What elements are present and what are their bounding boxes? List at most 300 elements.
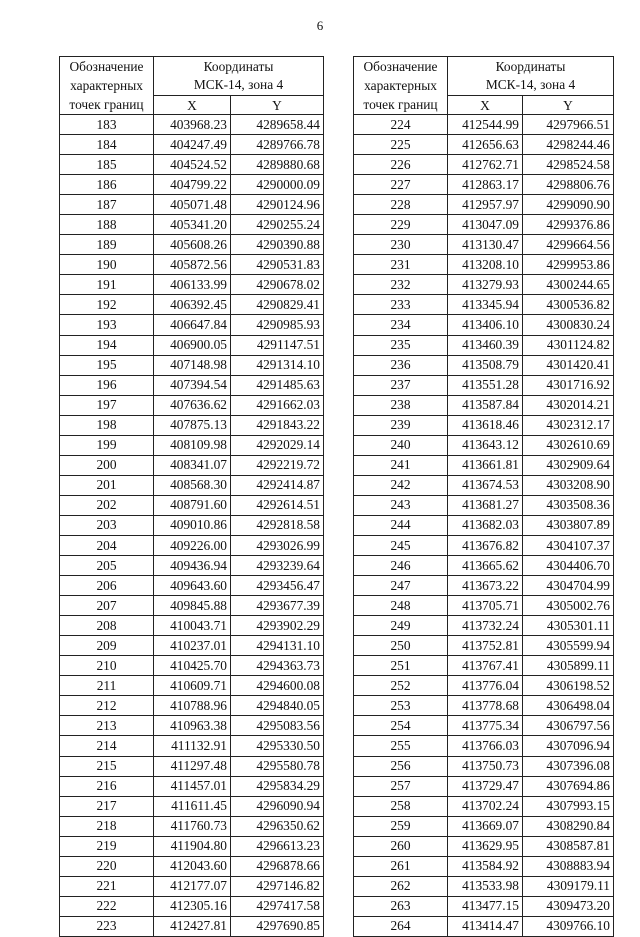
x-coordinate-cell: 412544.99 [448, 115, 523, 135]
point-number-cell: 260 [354, 836, 448, 856]
y-coordinate-cell: 4303807.89 [523, 515, 614, 535]
y-coordinate-cell: 4309179.11 [523, 876, 614, 896]
x-coordinate-cell: 413729.47 [448, 776, 523, 796]
table-row [354, 175, 614, 195]
x-coordinate-cell: 408568.30 [154, 475, 231, 495]
table-row [354, 275, 614, 295]
y-coordinate-cell: 4301124.82 [523, 335, 614, 355]
point-number-cell: 194 [60, 335, 154, 355]
point-number-cell: 245 [354, 535, 448, 555]
point-number-cell: 264 [354, 916, 448, 936]
y-coordinate-cell: 4292414.87 [231, 475, 324, 495]
point-number-cell: 202 [60, 495, 154, 515]
x-coordinate-cell: 413208.10 [448, 255, 523, 275]
y-coordinate-cell: 4297417.58 [231, 896, 324, 916]
y-coordinate-cell: 4293456.47 [231, 576, 324, 596]
x-coordinate-cell: 404799.22 [154, 175, 231, 195]
y-coordinate-cell: 4292614.51 [231, 495, 324, 515]
y-coordinate-cell: 4291843.22 [231, 415, 324, 435]
x-column-header: X [448, 96, 523, 115]
designation-header [354, 57, 448, 115]
y-column-header: Y [523, 96, 614, 115]
y-coordinate-cell: 4305301.11 [523, 616, 614, 636]
table-row [60, 676, 324, 696]
table-row [354, 656, 614, 676]
table-row [60, 736, 324, 756]
table-row [60, 235, 324, 255]
point-number-cell: 219 [60, 836, 154, 856]
y-coordinate-cell: 4291314.10 [231, 355, 324, 375]
coordinates-header-line1: Координаты [495, 59, 566, 74]
y-coordinate-cell: 4290531.83 [231, 255, 324, 275]
designation-header-line2: характерных [70, 78, 143, 93]
point-number-cell: 242 [354, 475, 448, 495]
x-coordinate-cell: 407394.54 [154, 375, 231, 395]
y-coordinate-cell: 4289658.44 [231, 115, 324, 135]
table-row [60, 355, 324, 375]
y-coordinate-cell: 4295083.56 [231, 716, 324, 736]
point-number-cell: 225 [354, 135, 448, 155]
table-row [60, 395, 324, 415]
table-row [60, 636, 324, 656]
point-number-cell: 243 [354, 495, 448, 515]
table-row [354, 155, 614, 175]
table-body-left [60, 115, 324, 937]
x-coordinate-cell: 411611.45 [154, 796, 231, 816]
y-coordinate-cell: 4303208.90 [523, 475, 614, 495]
point-number-cell: 246 [354, 556, 448, 576]
x-coordinate-cell: 406647.84 [154, 315, 231, 335]
point-number-cell: 192 [60, 295, 154, 315]
x-coordinate-cell: 404247.49 [154, 135, 231, 155]
point-number-cell: 191 [60, 275, 154, 295]
y-coordinate-cell: 4307396.08 [523, 756, 614, 776]
table-row [60, 275, 324, 295]
table-row [60, 876, 324, 896]
point-number-cell: 255 [354, 736, 448, 756]
table-row [354, 455, 614, 475]
table-row [354, 315, 614, 335]
x-coordinate-cell: 413682.03 [448, 515, 523, 535]
designation-header-line3: точек границ [363, 97, 438, 112]
x-coordinate-cell: 408109.98 [154, 435, 231, 455]
point-number-cell: 249 [354, 616, 448, 636]
table-row [354, 255, 614, 275]
y-coordinate-cell: 4304107.37 [523, 535, 614, 555]
x-coordinate-cell: 413674.53 [448, 475, 523, 495]
x-coordinate-cell: 411297.48 [154, 756, 231, 776]
table-row [60, 896, 324, 916]
x-coordinate-cell: 413702.24 [448, 796, 523, 816]
table-row [354, 916, 614, 936]
designation-header-line1: Обозначение [363, 59, 438, 74]
table-row [60, 596, 324, 616]
table-row [354, 576, 614, 596]
table-row [60, 335, 324, 355]
x-coordinate-cell: 413665.62 [448, 556, 523, 576]
x-coordinate-cell: 411132.91 [154, 736, 231, 756]
y-coordinate-cell: 4299376.86 [523, 215, 614, 235]
y-coordinate-cell: 4298244.46 [523, 135, 614, 155]
x-coordinate-cell: 413587.84 [448, 395, 523, 415]
table-row [354, 415, 614, 435]
table-row [354, 195, 614, 215]
point-number-cell: 215 [60, 756, 154, 776]
y-coordinate-cell: 4290000.09 [231, 175, 324, 195]
point-number-cell: 224 [354, 115, 448, 135]
x-coordinate-cell: 413676.82 [448, 535, 523, 555]
point-number-cell: 218 [60, 816, 154, 836]
point-number-cell: 257 [354, 776, 448, 796]
y-coordinate-cell: 4300830.24 [523, 315, 614, 335]
point-number-cell: 241 [354, 455, 448, 475]
y-coordinate-cell: 4290678.02 [231, 275, 324, 295]
x-coordinate-cell: 412043.60 [154, 856, 231, 876]
table-row [354, 796, 614, 816]
y-coordinate-cell: 4297690.85 [231, 916, 324, 936]
table-row [354, 836, 614, 856]
table-row [60, 616, 324, 636]
point-number-cell: 198 [60, 415, 154, 435]
x-coordinate-cell: 412427.81 [154, 916, 231, 936]
point-number-cell: 256 [354, 756, 448, 776]
coordinates-header-line2: МСК-14, зона 4 [193, 77, 284, 92]
x-coordinate-cell: 410043.71 [154, 616, 231, 636]
table-row [354, 856, 614, 876]
x-coordinate-cell: 405071.48 [154, 195, 231, 215]
y-coordinate-cell: 4291662.03 [231, 395, 324, 415]
point-number-cell: 239 [354, 415, 448, 435]
table-row [60, 816, 324, 836]
designation-header [60, 57, 154, 115]
table-row [60, 656, 324, 676]
y-coordinate-cell: 4293026.99 [231, 535, 324, 555]
y-coordinate-cell: 4302014.21 [523, 395, 614, 415]
x-coordinate-cell: 413681.27 [448, 495, 523, 515]
point-number-cell: 262 [354, 876, 448, 896]
y-coordinate-cell: 4307993.15 [523, 796, 614, 816]
x-coordinate-cell: 413732.24 [448, 616, 523, 636]
coordinates-table-left [59, 56, 324, 937]
x-coordinate-cell: 409643.60 [154, 576, 231, 596]
point-number-cell: 232 [354, 275, 448, 295]
x-coordinate-cell: 406392.45 [154, 295, 231, 315]
table-row [354, 636, 614, 656]
table-row [354, 696, 614, 716]
point-number-cell: 240 [354, 435, 448, 455]
point-number-cell: 212 [60, 696, 154, 716]
y-coordinate-cell: 4295834.29 [231, 776, 324, 796]
point-number-cell: 203 [60, 515, 154, 535]
table-row [354, 596, 614, 616]
x-coordinate-cell: 412762.71 [448, 155, 523, 175]
point-number-cell: 235 [354, 335, 448, 355]
y-coordinate-cell: 4292219.72 [231, 455, 324, 475]
table-row [60, 716, 324, 736]
y-coordinate-cell: 4300244.65 [523, 275, 614, 295]
y-coordinate-cell: 4302610.69 [523, 435, 614, 455]
point-number-cell: 206 [60, 576, 154, 596]
y-coordinate-cell: 4301716.92 [523, 375, 614, 395]
table-row [60, 295, 324, 315]
table-row [354, 355, 614, 375]
y-coordinate-cell: 4297966.51 [523, 115, 614, 135]
x-coordinate-cell: 413406.10 [448, 315, 523, 335]
table-row [60, 175, 324, 195]
point-number-cell: 221 [60, 876, 154, 896]
y-coordinate-cell: 4308290.84 [523, 816, 614, 836]
x-coordinate-cell: 413477.15 [448, 896, 523, 916]
x-coordinate-cell: 405608.26 [154, 235, 231, 255]
x-coordinate-cell: 413705.71 [448, 596, 523, 616]
table-row [60, 155, 324, 175]
point-number-cell: 229 [354, 215, 448, 235]
y-coordinate-cell: 4294131.10 [231, 636, 324, 656]
point-number-cell: 226 [354, 155, 448, 175]
table-row [354, 335, 614, 355]
x-coordinate-cell: 412863.17 [448, 175, 523, 195]
point-number-cell: 263 [354, 896, 448, 916]
y-coordinate-cell: 4290390.88 [231, 235, 324, 255]
x-coordinate-cell: 413750.73 [448, 756, 523, 776]
y-coordinate-cell: 4294840.05 [231, 696, 324, 716]
table-row [354, 716, 614, 736]
table-row [60, 556, 324, 576]
table-row [60, 455, 324, 475]
table-row [60, 535, 324, 555]
point-number-cell: 217 [60, 796, 154, 816]
x-coordinate-cell: 405341.20 [154, 215, 231, 235]
table-row [60, 796, 324, 816]
x-coordinate-cell: 406133.99 [154, 275, 231, 295]
y-coordinate-cell: 4293902.29 [231, 616, 324, 636]
y-coordinate-cell: 4290829.41 [231, 295, 324, 315]
y-coordinate-cell: 4304406.70 [523, 556, 614, 576]
x-coordinate-cell: 409010.86 [154, 515, 231, 535]
table-row [354, 896, 614, 916]
table-row [60, 696, 324, 716]
y-coordinate-cell: 4307096.94 [523, 736, 614, 756]
table-row [354, 776, 614, 796]
y-coordinate-cell: 4289766.78 [231, 135, 324, 155]
table-row [354, 435, 614, 455]
x-coordinate-cell: 413775.34 [448, 716, 523, 736]
table-row [60, 215, 324, 235]
x-coordinate-cell: 408341.07 [154, 455, 231, 475]
x-coordinate-cell: 413661.81 [448, 455, 523, 475]
table-row [354, 756, 614, 776]
y-coordinate-cell: 4290985.93 [231, 315, 324, 335]
point-number-cell: 227 [354, 175, 448, 195]
point-number-cell: 183 [60, 115, 154, 135]
point-number-cell: 188 [60, 215, 154, 235]
x-coordinate-cell: 413414.47 [448, 916, 523, 936]
point-number-cell: 187 [60, 195, 154, 215]
x-coordinate-cell: 413673.22 [448, 576, 523, 596]
y-coordinate-cell: 4302312.17 [523, 415, 614, 435]
x-coordinate-cell: 406900.05 [154, 335, 231, 355]
x-coordinate-cell: 407636.62 [154, 395, 231, 415]
table-row [354, 535, 614, 555]
x-column-header: X [154, 96, 231, 115]
y-coordinate-cell: 4298524.58 [523, 155, 614, 175]
table-row [60, 495, 324, 515]
point-number-cell: 248 [354, 596, 448, 616]
y-coordinate-cell: 4309473.20 [523, 896, 614, 916]
y-coordinate-cell: 4305899.11 [523, 656, 614, 676]
x-coordinate-cell: 413766.03 [448, 736, 523, 756]
y-coordinate-cell: 4293239.64 [231, 556, 324, 576]
x-coordinate-cell: 413584.92 [448, 856, 523, 876]
point-number-cell: 185 [60, 155, 154, 175]
x-coordinate-cell: 405872.56 [154, 255, 231, 275]
table-row [354, 135, 614, 155]
y-coordinate-cell: 4305599.94 [523, 636, 614, 656]
point-number-cell: 254 [354, 716, 448, 736]
y-coordinate-cell: 4299953.86 [523, 255, 614, 275]
table-row [60, 255, 324, 275]
table-row [354, 616, 614, 636]
point-number-cell: 207 [60, 596, 154, 616]
table-row [354, 736, 614, 756]
x-coordinate-cell: 413345.94 [448, 295, 523, 315]
x-coordinate-cell: 409845.88 [154, 596, 231, 616]
table-row [60, 195, 324, 215]
table-body-right [354, 115, 614, 937]
point-number-cell: 250 [354, 636, 448, 656]
x-coordinate-cell: 407148.98 [154, 355, 231, 375]
y-coordinate-cell: 4308587.81 [523, 836, 614, 856]
coordinates-header-line1: Координаты [203, 59, 274, 74]
y-coordinate-cell: 4299664.56 [523, 235, 614, 255]
point-number-cell: 230 [354, 235, 448, 255]
point-number-cell: 195 [60, 355, 154, 375]
x-coordinate-cell: 410788.96 [154, 696, 231, 716]
designation-header-line3: точек границ [69, 97, 144, 112]
y-coordinate-cell: 4290255.24 [231, 215, 324, 235]
x-coordinate-cell: 413752.81 [448, 636, 523, 656]
x-coordinate-cell: 413279.93 [448, 275, 523, 295]
point-number-cell: 259 [354, 816, 448, 836]
point-number-cell: 258 [354, 796, 448, 816]
point-number-cell: 251 [354, 656, 448, 676]
table-row [354, 395, 614, 415]
y-coordinate-cell: 4290124.96 [231, 195, 324, 215]
point-number-cell: 237 [354, 375, 448, 395]
table-row [60, 415, 324, 435]
point-number-cell: 261 [354, 856, 448, 876]
point-number-cell: 197 [60, 395, 154, 415]
table-row [354, 295, 614, 315]
x-coordinate-cell: 413130.47 [448, 235, 523, 255]
y-coordinate-cell: 4306797.56 [523, 716, 614, 736]
table-row [60, 375, 324, 395]
y-coordinate-cell: 4292818.58 [231, 515, 324, 535]
y-coordinate-cell: 4306198.52 [523, 676, 614, 696]
y-column-header: Y [231, 96, 324, 115]
x-coordinate-cell: 409436.94 [154, 556, 231, 576]
x-coordinate-cell: 412656.63 [448, 135, 523, 155]
table-row [354, 876, 614, 896]
point-number-cell: 222 [60, 896, 154, 916]
x-coordinate-cell: 413460.39 [448, 335, 523, 355]
point-number-cell: 205 [60, 556, 154, 576]
table-row [60, 435, 324, 455]
table-row [354, 515, 614, 535]
table-row [60, 576, 324, 596]
y-coordinate-cell: 4300536.82 [523, 295, 614, 315]
point-number-cell: 216 [60, 776, 154, 796]
y-coordinate-cell: 4305002.76 [523, 596, 614, 616]
x-coordinate-cell: 413533.98 [448, 876, 523, 896]
point-number-cell: 208 [60, 616, 154, 636]
x-coordinate-cell: 403968.23 [154, 115, 231, 135]
designation-header-line1: Обозначение [69, 59, 144, 74]
y-coordinate-cell: 4293677.39 [231, 596, 324, 616]
table-row [354, 215, 614, 235]
coordinates-header-line2: МСК-14, зона 4 [485, 77, 576, 92]
y-coordinate-cell: 4299090.90 [523, 195, 614, 215]
y-coordinate-cell: 4291485.63 [231, 375, 324, 395]
y-coordinate-cell: 4291147.51 [231, 335, 324, 355]
point-number-cell: 213 [60, 716, 154, 736]
x-coordinate-cell: 413508.79 [448, 355, 523, 375]
table-row [60, 115, 324, 135]
y-coordinate-cell: 4295330.50 [231, 736, 324, 756]
x-coordinate-cell: 409226.00 [154, 535, 231, 555]
point-number-cell: 189 [60, 235, 154, 255]
table-row [60, 315, 324, 335]
y-coordinate-cell: 4295580.78 [231, 756, 324, 776]
point-number-cell: 247 [354, 576, 448, 596]
point-number-cell: 238 [354, 395, 448, 415]
table-row [60, 515, 324, 535]
coordinates-header [448, 57, 614, 96]
table-row [354, 235, 614, 255]
x-coordinate-cell: 412305.16 [154, 896, 231, 916]
x-coordinate-cell: 413643.12 [448, 435, 523, 455]
x-coordinate-cell: 411904.80 [154, 836, 231, 856]
y-coordinate-cell: 4296613.23 [231, 836, 324, 856]
x-coordinate-cell: 410963.38 [154, 716, 231, 736]
table-row [354, 676, 614, 696]
point-number-cell: 223 [60, 916, 154, 936]
y-coordinate-cell: 4296878.66 [231, 856, 324, 876]
x-coordinate-cell: 407875.13 [154, 415, 231, 435]
x-coordinate-cell: 410237.01 [154, 636, 231, 656]
point-number-cell: 220 [60, 856, 154, 876]
table-row [354, 816, 614, 836]
point-number-cell: 186 [60, 175, 154, 195]
point-number-cell: 190 [60, 255, 154, 275]
table-row [60, 856, 324, 876]
y-coordinate-cell: 4301420.41 [523, 355, 614, 375]
y-coordinate-cell: 4307694.86 [523, 776, 614, 796]
x-coordinate-cell: 413047.09 [448, 215, 523, 235]
point-number-cell: 193 [60, 315, 154, 335]
table-row [60, 475, 324, 495]
point-number-cell: 252 [354, 676, 448, 696]
table-row [354, 556, 614, 576]
y-coordinate-cell: 4292029.14 [231, 435, 324, 455]
x-coordinate-cell: 412177.07 [154, 876, 231, 896]
point-number-cell: 244 [354, 515, 448, 535]
x-coordinate-cell: 413776.04 [448, 676, 523, 696]
point-number-cell: 211 [60, 676, 154, 696]
point-number-cell: 253 [354, 696, 448, 716]
point-number-cell: 214 [60, 736, 154, 756]
y-coordinate-cell: 4309766.10 [523, 916, 614, 936]
